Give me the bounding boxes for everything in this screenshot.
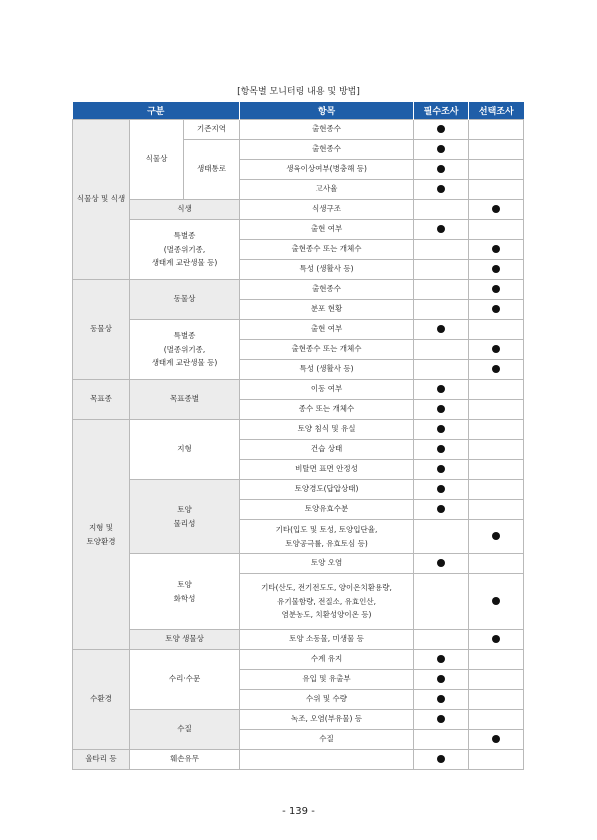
optional-mark: [492, 305, 500, 313]
optional-cell: [469, 140, 524, 160]
required-cell: [414, 460, 469, 480]
subcategory-cell: 생태통로: [184, 140, 240, 200]
item-cell: [240, 750, 414, 770]
category-cell: 목표종: [73, 380, 130, 420]
table-row: [73, 630, 524, 650]
subcategory-cell: 목표종별: [130, 380, 240, 420]
optional-cell: [469, 360, 524, 380]
subcategory-line: 토양: [177, 580, 192, 589]
header-required: 필수조사: [414, 102, 469, 120]
required-cell: [414, 500, 469, 520]
optional-cell: [469, 280, 524, 300]
table-row: [73, 420, 524, 440]
required-mark: [437, 125, 445, 133]
subcategory-line: 특별종: [173, 231, 196, 241]
optional-cell: [469, 710, 524, 730]
item-cell: 출현종수 또는 개체수: [240, 340, 414, 360]
item-line: 토양공극률, 유효토심 등): [285, 538, 368, 548]
table-row: [73, 480, 524, 500]
required-cell: [414, 630, 469, 650]
optional-cell: [469, 460, 524, 480]
required-cell: [414, 650, 469, 670]
required-cell: [414, 710, 469, 730]
header-item: 항목: [240, 102, 414, 120]
required-cell: [414, 220, 469, 240]
optional-cell: [469, 670, 524, 690]
table-row: [73, 320, 524, 340]
subcategory-cell: 토양 생물상: [130, 630, 240, 650]
item-cell: 이동 여부: [240, 380, 414, 400]
item-cell: 출현종수 또는 개체수: [240, 240, 414, 260]
item-line: 염분농도, 치환성양이온 등): [281, 610, 372, 620]
subcategory-line: (멸종위기종,: [163, 244, 206, 254]
optional-cell: [469, 300, 524, 320]
optional-mark: [492, 245, 500, 253]
required-cell: [414, 300, 469, 320]
required-mark: [437, 405, 445, 413]
subcategory-cell: [130, 320, 240, 380]
optional-cell: [469, 650, 524, 670]
required-cell: [414, 260, 469, 280]
optional-mark: [492, 735, 500, 743]
subcategory-line: 물리성: [173, 518, 196, 528]
optional-cell: [469, 480, 524, 500]
subcategory-cell: 훼손유무: [130, 750, 240, 770]
table-row: [73, 554, 524, 574]
required-cell: [414, 554, 469, 574]
required-mark: [437, 485, 445, 493]
optional-mark: [492, 635, 500, 643]
required-cell: [414, 730, 469, 750]
required-cell: [414, 240, 469, 260]
table-row: [73, 710, 524, 730]
required-mark: [437, 445, 445, 453]
item-cell: 토양유효수분: [240, 500, 414, 520]
item-cell: 종수 또는 개체수: [240, 400, 414, 420]
subcategory-line: 토양: [177, 505, 192, 514]
item-line: 기타(입도 및 토성, 토양입단율,: [275, 525, 378, 534]
optional-cell: [469, 690, 524, 710]
optional-cell: [469, 400, 524, 420]
optional-cell: [469, 180, 524, 200]
subcategory-cell: 식생: [130, 200, 240, 220]
required-mark: [437, 325, 445, 333]
item-cell: 토양 소동물, 미생물 등: [240, 630, 414, 650]
required-cell: [414, 160, 469, 180]
optional-cell: [469, 574, 524, 630]
item-cell: 유입 및 유출부: [240, 670, 414, 690]
item-cell: 토양경도(답압상태): [240, 480, 414, 500]
item-cell: 출현종수: [240, 140, 414, 160]
required-cell: [414, 574, 469, 630]
table-row: [73, 200, 524, 220]
subcategory-cell: 지형: [130, 420, 240, 480]
item-cell: 출현종수: [240, 120, 414, 140]
optional-cell: [469, 750, 524, 770]
subcategory-cell: 기존지역: [184, 120, 240, 140]
optional-mark: [492, 532, 500, 540]
subcategory-line: 생태계 교란생물 등): [151, 358, 218, 368]
required-cell: [414, 380, 469, 400]
subcategory-cell: [130, 554, 240, 630]
monitoring-table: [72, 102, 524, 770]
item-cell: 수위 및 수량: [240, 690, 414, 710]
required-cell: [414, 140, 469, 160]
table-row: [73, 220, 524, 240]
required-cell: [414, 690, 469, 710]
optional-cell: [469, 200, 524, 220]
table-row: [73, 750, 524, 770]
required-cell: [414, 400, 469, 420]
required-cell: [414, 340, 469, 360]
optional-cell: [469, 380, 524, 400]
required-mark: [437, 225, 445, 233]
optional-cell: [469, 220, 524, 240]
category-cell: 식물상 및 식생: [73, 120, 130, 280]
table-caption: [항목별 모니터링 내용 및 방법]: [237, 87, 360, 97]
optional-mark: [492, 265, 500, 273]
item-line: 기타(산도, 전기전도도, 양이온치환용량,: [261, 583, 392, 593]
subcategory-cell: [130, 220, 240, 280]
required-mark: [437, 715, 445, 723]
optional-cell: [469, 260, 524, 280]
item-cell: 녹조, 오염(부유물) 등: [240, 710, 414, 730]
table-row: [73, 280, 524, 300]
optional-cell: [469, 240, 524, 260]
required-cell: [414, 320, 469, 340]
item-cell: [240, 574, 414, 630]
optional-mark: [492, 205, 500, 213]
optional-mark: [492, 285, 500, 293]
optional-cell: [469, 440, 524, 460]
item-cell: [240, 520, 414, 554]
required-cell: [414, 200, 469, 220]
item-cell: 분포 현황: [240, 300, 414, 320]
item-cell: 특성 (생활사 등): [240, 360, 414, 380]
required-cell: [414, 520, 469, 554]
required-mark: [437, 185, 445, 193]
optional-cell: [469, 420, 524, 440]
required-cell: [414, 280, 469, 300]
required-mark: [437, 655, 445, 663]
required-mark: [437, 675, 445, 683]
required-mark: [437, 145, 445, 153]
required-mark: [437, 465, 445, 473]
optional-mark: [492, 345, 500, 353]
required-mark: [437, 165, 445, 173]
required-cell: [414, 420, 469, 440]
optional-cell: [469, 160, 524, 180]
subcategory-cell: [130, 480, 240, 554]
required-cell: [414, 120, 469, 140]
item-cell: 토양 침식 및 유실: [240, 420, 414, 440]
required-mark: [437, 755, 445, 763]
category-cell: 울타리 등: [73, 750, 130, 770]
category-cell: 동물상: [73, 280, 130, 380]
required-cell: [414, 750, 469, 770]
category-cell: [73, 420, 130, 650]
item-cell: 출현종수: [240, 280, 414, 300]
item-cell: 식생구조: [240, 200, 414, 220]
item-cell: 출현 여부: [240, 220, 414, 240]
optional-cell: [469, 500, 524, 520]
required-mark: [437, 505, 445, 513]
subcategory-cell: 수질: [130, 710, 240, 750]
optional-cell: [469, 730, 524, 750]
item-cell: 생육이상여부(병충해 등): [240, 160, 414, 180]
required-mark: [437, 695, 445, 703]
subcategory-line: (멸종위기종,: [163, 344, 206, 354]
item-cell: 출현 여부: [240, 320, 414, 340]
subcategory-line: 생태계 교란생물 등): [151, 258, 218, 268]
optional-cell: [469, 340, 524, 360]
item-cell: 고사율: [240, 180, 414, 200]
optional-cell: [469, 120, 524, 140]
required-mark: [437, 385, 445, 393]
item-cell: 비탈면 표면 안정성: [240, 460, 414, 480]
category-cell: 수환경: [73, 650, 130, 750]
subcategory-line: 특별종: [173, 331, 196, 341]
item-line: 유기물함량, 전질소, 유효인산,: [277, 596, 376, 606]
page-number: - 139 -: [282, 806, 315, 817]
optional-mark: [492, 365, 500, 373]
table-row: [73, 650, 524, 670]
item-cell: 수계 유지: [240, 650, 414, 670]
required-mark: [437, 425, 445, 433]
header-row: [73, 102, 524, 120]
item-cell: 수질: [240, 730, 414, 750]
required-cell: [414, 180, 469, 200]
header-category: 구분: [73, 102, 240, 120]
category-line: 지형 및: [88, 523, 114, 532]
optional-mark: [492, 597, 500, 605]
optional-cell: [469, 554, 524, 574]
optional-cell: [469, 630, 524, 650]
item-cell: 건습 상태: [240, 440, 414, 460]
optional-cell: [469, 520, 524, 554]
item-cell: 특성 (생활사 등): [240, 260, 414, 280]
subcategory-cell: 수리·수문: [130, 650, 240, 710]
item-cell: 토양 오염: [240, 554, 414, 574]
optional-cell: [469, 320, 524, 340]
category-line: 토양환경: [86, 536, 116, 546]
table-row: [73, 120, 524, 140]
table-row: [73, 380, 524, 400]
required-cell: [414, 670, 469, 690]
subcategory-cell: 식물상: [130, 120, 184, 200]
required-cell: [414, 480, 469, 500]
required-cell: [414, 360, 469, 380]
subcategory-line: 화학성: [173, 593, 196, 603]
header-optional: 선택조사: [469, 102, 524, 120]
subcategory-cell: 동물상: [130, 280, 240, 320]
required-cell: [414, 440, 469, 460]
required-mark: [437, 559, 445, 567]
